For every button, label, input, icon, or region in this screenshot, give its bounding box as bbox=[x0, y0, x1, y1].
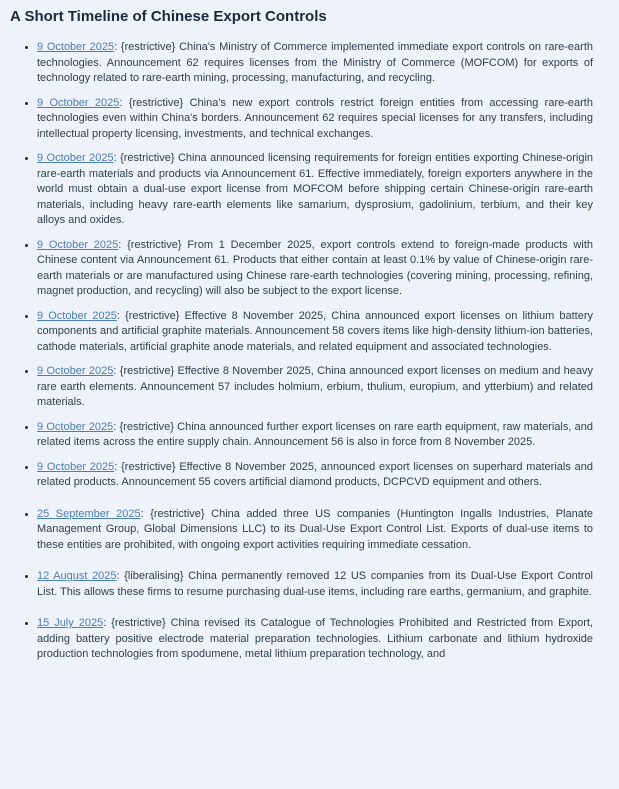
entry-date-link[interactable]: 12 August 2025 bbox=[37, 570, 117, 582]
timeline-item bbox=[37, 616, 593, 663]
entry-separator: : bbox=[140, 507, 144, 520]
entry-text: China's Ministry of Commerce implemented immediate export controls on rare-earth technologies. Announcement 62 requires licenses from the Ministry of Commerce (MOFCOM) for exports of technology related to rare-earth mining, processing, manufacturing, and recycling. bbox=[37, 41, 593, 84]
entry-text: China revised its Catalogue of Technologies Prohibited and Restricted from Export, adding battery positive electrode material preparation technologies. Lithium carbonate and lithium hydroxide production technologies from spodumene, metal lithium preparation technology, and bbox=[37, 617, 593, 660]
timeline-item bbox=[37, 96, 593, 143]
entry-date-link[interactable]: 9 October 2025 bbox=[37, 152, 114, 164]
timeline-item bbox=[37, 151, 593, 229]
entry-tag: {restrictive} bbox=[119, 365, 175, 377]
entry-text: Effective 8 November 2025, China announced export licenses on medium and heavy rare earth elements. Announcement 57 includes holmium, erbium, thulium, europium, and ytterbium) and related materials. bbox=[37, 365, 593, 408]
entry-date-link[interactable]: 9 October 2025 bbox=[37, 41, 115, 53]
entry-separator: : bbox=[116, 309, 120, 322]
entry-date-link[interactable]: 9 October 2025 bbox=[37, 365, 114, 377]
entry-text: China announced further export licenses on rare earth equipment, raw materials, and related items across the entire supply chain. Announcement 56 is also in force from 8 November 2025. bbox=[37, 420, 593, 448]
entry-tag: {restrictive} bbox=[127, 238, 182, 251]
timeline-item bbox=[37, 420, 593, 451]
entry-date-link[interactable]: 9 October 2025 bbox=[37, 309, 117, 322]
entry-tag: {restrictive} bbox=[119, 420, 174, 433]
entry-text: China announced licensing requirements for foreign entities exporting Chinese-origin rare-earth materials and products via Announcement 61. Effective immediately, foreign exporters anywhere in the world must obtain a dual-use export license from MOFCOM before shipping certain Chinese-origin rare-earth materials, including heavy rare-earth elements like samarium, dysprosium, gadolinium, terbium, and their key alloys and oxides. bbox=[37, 152, 594, 226]
entry-date-link[interactable]: 25 September 2025 bbox=[37, 507, 141, 520]
timeline-item bbox=[37, 569, 593, 600]
entry-text: Effective 8 November 2025, China announced export licenses on lithium battery components and artificial graphite materials. Announcement 58 covers items like high-density lithium-ion batteries, cathode materials, artificial graphite anode materials, and related equipment and associated technologies. bbox=[37, 309, 593, 353]
timeline-item bbox=[37, 507, 593, 554]
entry-date-link[interactable]: 9 October 2025 bbox=[37, 238, 119, 251]
entry-tag: {liberalising} bbox=[124, 570, 184, 582]
timeline-item bbox=[37, 309, 593, 356]
timeline-item bbox=[37, 364, 593, 411]
entry-date-link[interactable]: 15 July 2025 bbox=[37, 617, 104, 629]
entry-tag: {restrictive} bbox=[120, 152, 175, 164]
entry-separator: : bbox=[113, 152, 117, 164]
timeline-item bbox=[37, 40, 593, 87]
entry-date-link[interactable]: 9 October 2025 bbox=[37, 96, 120, 109]
entry-separator: : bbox=[113, 365, 117, 377]
page-title: A Short Timeline of Chinese Export Controls bbox=[10, 8, 327, 25]
entry-text: Effective 8 November 2025, announced export licenses on superhard materials and related products. Announcement 55 covers artificial diamond products, DCPCVD equipment and others. bbox=[37, 460, 593, 488]
entry-separator: : bbox=[114, 41, 118, 53]
entry-tag: {restrictive} bbox=[150, 507, 205, 520]
entry-tag: {restrictive} bbox=[120, 41, 176, 53]
entry-text: China permanently removed 12 US companies from its Dual-Use Export Control List. This allows these firms to resume purchasing dual-use items, including rare earths, germanium, and graphite. bbox=[37, 570, 593, 598]
entry-date-link[interactable]: 9 October 2025 bbox=[37, 460, 115, 473]
entry-date-link[interactable]: 9 October 2025 bbox=[37, 420, 114, 433]
entry-separator: : bbox=[113, 420, 117, 433]
entry-separator: : bbox=[116, 570, 120, 582]
entry-tag: {restrictive} bbox=[121, 460, 176, 473]
entry-separator: : bbox=[118, 238, 122, 251]
entry-tag: {restrictive} bbox=[125, 309, 180, 322]
timeline-item bbox=[37, 238, 593, 300]
entry-separator: : bbox=[103, 617, 107, 629]
entry-tag: {restrictive} bbox=[111, 617, 166, 629]
entry-separator: : bbox=[114, 460, 118, 473]
timeline-item bbox=[37, 460, 593, 491]
entry-text: From 1 December 2025, export controls extend to foreign-made products with Chinese content via Announcement 61. Products that either contain at least 0.1% by value of Chinese-origin rare-earth materials or are manufactured using Chinese rare-earth technologies (covering mining, processing, refining, magnet production, and recycling) will also be subject to the export license. bbox=[37, 238, 593, 297]
timeline-list bbox=[10, 40, 593, 663]
entry-text: China added three US companies (Huntington Ingalls Industries, Planate Management Group, Global Dimensions LLC) to its Dual-Use Export Control List. Exports of dual-use items to these entities are prohibited, with ongoing export activities requiring immediate cessation. bbox=[37, 507, 594, 551]
entry-separator: : bbox=[119, 96, 123, 109]
entry-tag: {restrictive} bbox=[128, 96, 184, 109]
entry-text: China's new export controls restrict foreign entities from accessing rare-earth technologies even within China's borders. Announcement 62 requires special licenses for any transfers, including intellectual property licensing, investments, and technical exchanges. bbox=[37, 96, 593, 140]
